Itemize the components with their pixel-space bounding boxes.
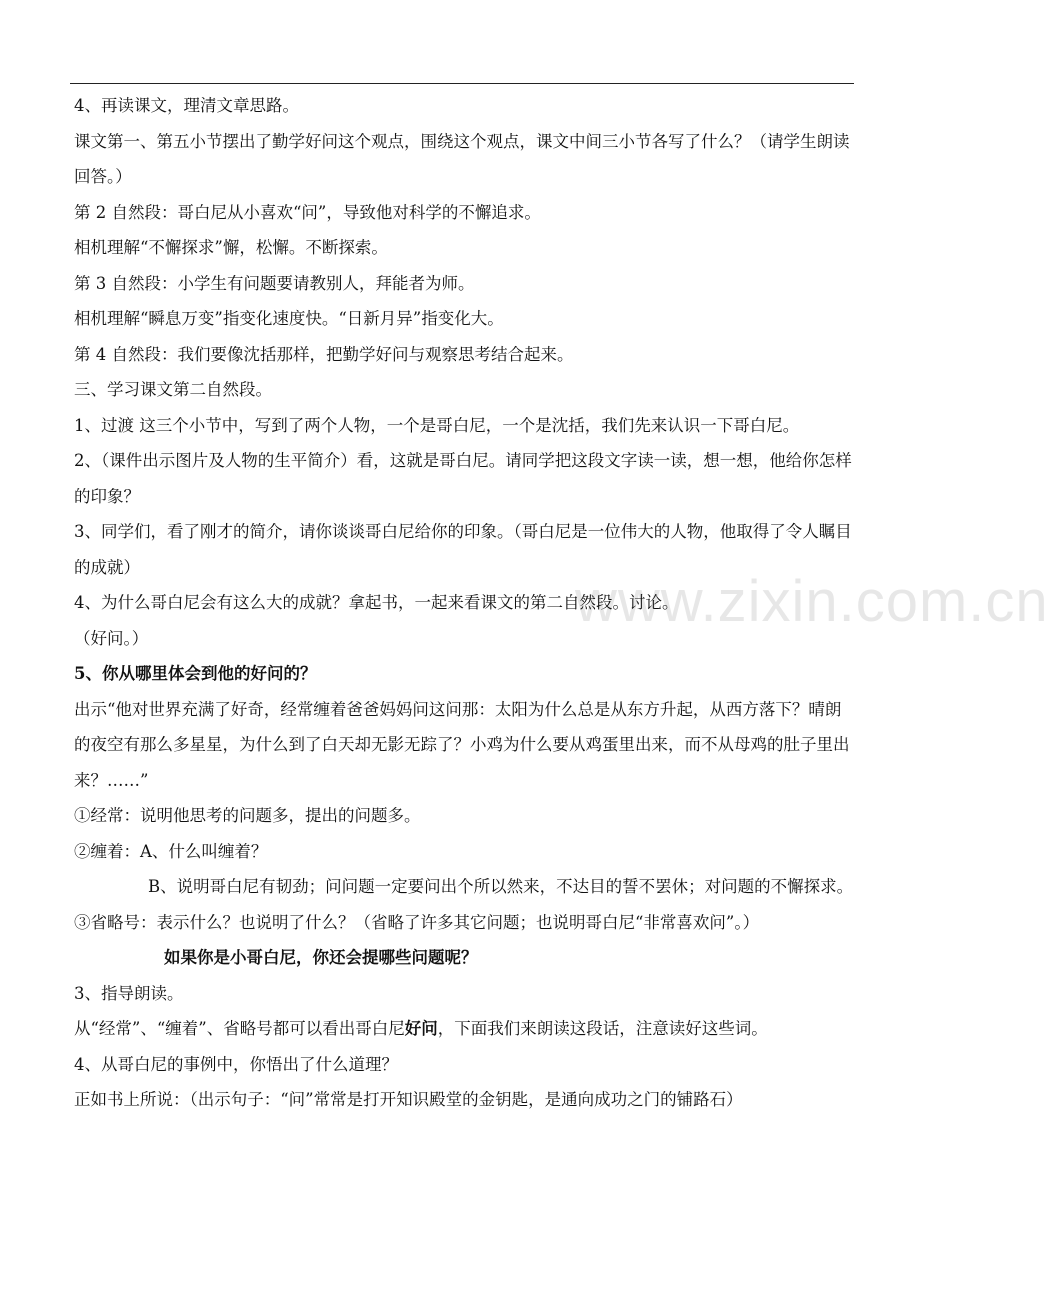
- section-heading: 三、学习课文第二自然段。: [74, 380, 272, 399]
- paragraph: 2、（课件出示图片及人物的生平简介）看，这就是哥白尼。请同学把这段文字读一读，想一想，他给你怎样的印象？: [74, 451, 852, 506]
- watermark: www.zixin.com.cn: [575, 569, 1049, 634]
- header-rule: [70, 83, 854, 84]
- bold-question: 5、你从哪里体会到他的好问的？: [74, 664, 317, 683]
- paragraph: 正如书上所说：（出示句子：“问”常常是打开知识殿堂的金钥匙，是通向成功之门的铺路石）: [74, 1090, 743, 1109]
- text-span: ，下面我们来朗读这段话，注意读好这些词。: [437, 1019, 768, 1038]
- paragraph: 4、为什么哥白尼会有这么大的成就？拿起书，一起来看课文的第二自然段。讨论。: [74, 593, 679, 612]
- paragraph: ②缠着：A、什么叫缠着？: [74, 841, 268, 861]
- bold-question: 如果你是小哥白尼，你还会提哪些问题呢？: [164, 948, 478, 967]
- document-body: [74, 88, 856, 1118]
- paragraph: 3、同学们，看了刚才的简介，请你谈谈哥白尼给你的印象。（哥白尼是一位伟大的人物，他取得了令人瞩目的成就）: [74, 522, 852, 577]
- paragraph: 相机理解“瞬息万变”指变化速度快。“日新月异”指变化大。: [74, 309, 504, 328]
- paragraph: （好问。）: [74, 628, 149, 648]
- paragraph: [74, 1011, 856, 1047]
- paragraph: 1、过渡 这三个小节中，写到了两个人物，一个是哥白尼，一个是沈括，我们先来认识一下哥白尼。: [74, 415, 800, 435]
- paragraph: 4、再读课文，理清文章思路。: [74, 96, 299, 115]
- paragraph: 第 4 自然段：我们要像沈括那样，把勤学好问与观察思考结合起来。: [74, 344, 574, 364]
- paragraph: 第 3 自然段：小学生有问题要请教别人，拜能者为师。: [74, 273, 475, 293]
- paragraph: ①经常：说明他思考的问题多，提出的问题多。: [74, 806, 421, 825]
- paragraph: 第 2 自然段：哥白尼从小喜欢“问”，导致他对科学的不懈追求。: [74, 202, 541, 222]
- quote-paragraph: 出示“他对世界充满了好奇，经常缠着爸爸妈妈问这问那：太阳为什么总是从东方升起，从西方落下？晴朗的夜空有那么多星星，为什么到了白天却无影无踪了？小鸡为什么要从鸡蛋里出来，而不从母鸡的肚子里出来？……”: [74, 699, 850, 790]
- bold-keyword: 好问: [404, 1019, 438, 1038]
- paragraph: 4、从哥白尼的事例中，你悟出了什么道理？: [74, 1054, 398, 1074]
- text-span: 从“经常”、“缠着”、省略号都可以看出哥白尼: [74, 1019, 405, 1038]
- paragraph: 课文第一、第五小节摆出了勤学好问这个观点，围绕这个观点，课文中间三小节各写了什么？（请学生朗读回答。）: [74, 131, 850, 186]
- paragraph: ③省略号：表示什么？也说明了什么？（省略了许多其它问题；也说明哥白尼“非常喜欢问”。）: [74, 912, 760, 932]
- paragraph: B、说明哥白尼有韧劲；问问题一定要问出个所以然来，不达目的誓不罢休；对问题的不懈探求。: [148, 877, 854, 896]
- paragraph: 3、指导朗读。: [74, 983, 184, 1003]
- paragraph: 相机理解“不懈探求”懈，松懈。不断探索。: [74, 238, 388, 257]
